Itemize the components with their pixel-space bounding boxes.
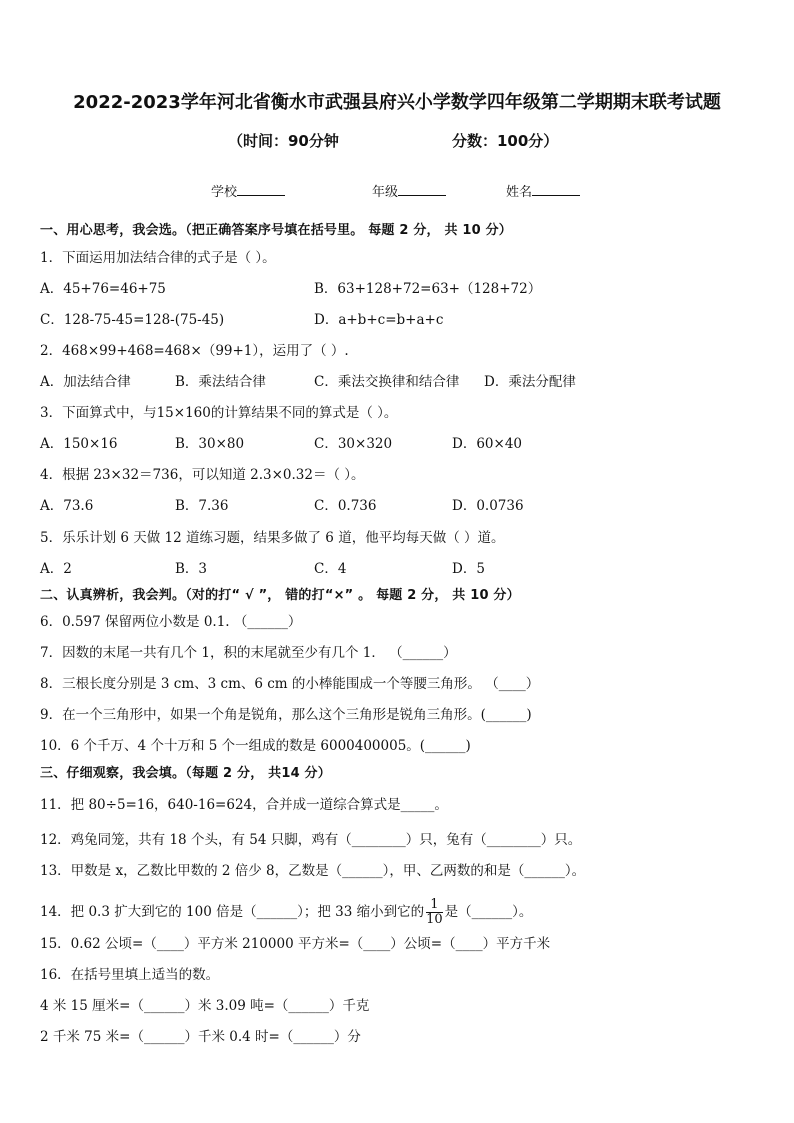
question-2-option-d: D．乘法分配律 (484, 374, 576, 390)
question-4-option-c: C．0.736 (314, 498, 377, 514)
question-16-line-2: 2 千米 75 米=（______）千米 0.4 时=（______）分 (40, 1029, 361, 1045)
question-16-stem: 16．在括号里填上适当的数。 (40, 967, 220, 983)
section-1-heading: 一、用心思考，我会选。（把正确答案序号填在括号里。 每题 2 分， 共 10 分） (40, 223, 512, 238)
question-2-option-a: A．加法结合律 (40, 374, 131, 390)
question-1-option-a: A．45+76=46+75 (40, 281, 166, 297)
question-5-option-a: A．2 (40, 561, 72, 577)
question-6: 6．0.597 保留两位小数是 0.1. （______） (40, 614, 302, 630)
question-14-part2: 是（______）。 (444, 904, 533, 920)
section-2-heading: 二、认真辨析，我会判。（对的打“ √ ”， 错的打“×” 。 每题 2 分， 共 10 分） (40, 588, 520, 603)
question-3-option-c: C．30×320 (314, 436, 393, 452)
question-10: 10．6 个千万、4 个十万和 5 个一组成的数是 6000400005。(______) (40, 738, 471, 754)
question-4-option-a: A．73.6 (40, 498, 94, 514)
fraction-numerator: 1 (426, 898, 443, 913)
question-7: 7．因数的末尾一共有几个 1，积的末尾就至少有几个 1． （______） (40, 645, 457, 661)
question-15: 15．0.62 公顷=（____）平方米 210000 平方米=（____）公顷=（____）平方千米 (40, 936, 551, 952)
question-3-option-b: B．30×80 (175, 436, 245, 452)
question-5-option-d: D．5 (452, 561, 485, 577)
question-4-option-d: D．0.0736 (452, 498, 524, 514)
question-1-option-d: D．a+b+c=b+a+c (314, 312, 444, 328)
question-2-option-b: B．乘法结合律 (175, 374, 266, 390)
question-2-option-c: C．乘法交换律和结合律 (314, 374, 460, 390)
exam-time: （时间：90分钟 (228, 132, 339, 150)
question-5-option-c: C．4 (314, 561, 347, 577)
grade-blank (398, 183, 446, 196)
question-12: 12．鸡兔同笼，共有 18 个头，有 54 只脚，鸡有（________）只，兔有（________）只。 (40, 832, 582, 848)
section-3-heading: 三、仔细观察，我会填。（每题 2 分， 共14 分） (40, 766, 331, 781)
question-5-stem: 5．乐乐计划 6 天做 12 道练习题，结果多做了 6 道，他平均每天做（ ）道。 (40, 530, 505, 546)
question-1-option-c: C．128-75-45=128-(75-45) (40, 312, 225, 328)
fraction-denominator: 10 (426, 912, 443, 927)
grade-field (372, 181, 446, 200)
exam-title: 2022-2023学年河北省衡水市武强县府兴小学数学四年级第二学期期末联考试题 (73, 92, 721, 113)
grade-label: 年级 (372, 185, 399, 200)
question-8: 8．三根长度分别是 3 cm、3 cm、6 cm 的小棒能围成一个等腰三角形。 （____） (40, 676, 540, 692)
question-4-stem: 4．根据 23×32＝736，可以知道 2.3×0.32＝（ ）。 (40, 467, 365, 483)
question-3-stem: 3．下面算式中，与15×160的计算结果不同的算式是（ ）。 (40, 405, 398, 421)
name-field (506, 181, 580, 200)
school-blank (237, 183, 285, 196)
fraction-one-tenth (426, 898, 443, 927)
question-11: 11．把 80÷5=16，640-16=624，合并成一道综合算式是_____。 (40, 797, 448, 813)
question-16-line-1: 4 米 15 厘米=（______）米 3.09 吨=（______）千克 (40, 998, 370, 1014)
question-3-option-a: A．150×16 (40, 436, 118, 452)
question-4-option-b: B．7.36 (175, 498, 229, 514)
school-field (211, 181, 285, 200)
question-14 (40, 898, 532, 927)
question-1-stem: 1．下面运用加法结合律的式子是（ ）。 (40, 250, 276, 266)
question-2-stem: 2．468×99+468=468×（99+1），运用了（ ）. (40, 343, 349, 359)
school-label: 学校 (211, 185, 238, 200)
name-label: 姓名 (506, 185, 533, 200)
question-13: 13．甲数是 x，乙数比甲数的 2 倍少 8，乙数是（______），甲、乙两数的和是（______）。 (40, 863, 586, 879)
question-14-part1: 14．把 0.3 扩大到它的 100 倍是（______）；把 33 缩小到它的 (40, 904, 425, 920)
question-1-option-b: B．63+128+72=63+（128+72） (314, 281, 542, 297)
exam-score: 分数：100分） (452, 132, 559, 150)
question-3-option-d: D．60×40 (452, 436, 522, 452)
name-blank (532, 183, 580, 196)
question-9: 9．在一个三角形中，如果一个角是锐角，那么这个三角形是锐角三角形。(______) (40, 707, 532, 723)
question-5-option-b: B．3 (175, 561, 208, 577)
